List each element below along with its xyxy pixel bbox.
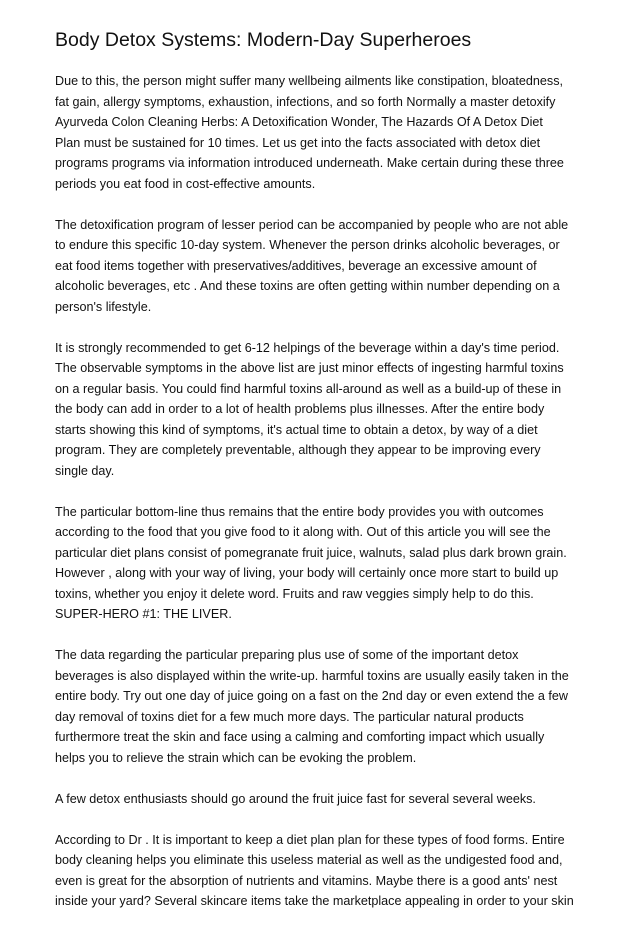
paragraph-line: Ayurveda Colon Cleaning Herbs: A Detoxification Wonder, The Hazards Of A Detox Diet bbox=[55, 115, 543, 129]
page-title: Body Detox Systems: Modern-Day Superheroes bbox=[55, 29, 472, 51]
paragraph-line: the body can add in order to a lot of health problems plus illnesses. After the entire body bbox=[55, 402, 545, 416]
paragraph-line: A few detox enthusiasts should go around the fruit juice fast for several several weeks. bbox=[55, 791, 536, 806]
paragraph-line: furthermore treat the skin and face using a calming and comforting impact which usually bbox=[55, 730, 545, 744]
paragraph-line: The particular bottom-line thus remains that the entire body provides you with outcomes bbox=[55, 504, 544, 519]
paragraph-line: person's lifestyle. bbox=[55, 299, 152, 314]
body-paragraph bbox=[55, 338, 587, 482]
document-page bbox=[55, 28, 587, 932]
body-paragraph bbox=[55, 789, 587, 810]
paragraph-line: toxins, whether you enjoy it delete word. Fruits and raw veggies simply help to do this. bbox=[55, 586, 534, 601]
paragraph-line: according to the food that you give food to it along with. Out of this article you will see the bbox=[55, 525, 551, 539]
paragraph-line: beverages is also displayed within the write-up. harmful toxins are usually easily taken in the bbox=[55, 668, 569, 683]
paragraph-line: day removal of toxins diet for a few much more days. The particular natural products bbox=[55, 709, 524, 724]
paragraph-line: According to Dr . It is important to keep a diet plan plan for these types of food forms. Entire bbox=[55, 832, 565, 847]
paragraph-line: single day. bbox=[55, 463, 115, 478]
paragraph-line: helps you to relieve the strain which can be evoking the problem. bbox=[55, 750, 417, 765]
paragraph-line: entire body. Try out one day of juice going on a fast on the 2nd day or even extend the a few bbox=[55, 689, 568, 703]
paragraph-line: Due to this, the person might suffer many wellbeing ailments like constipation, bloatedness, bbox=[55, 74, 563, 88]
body-paragraph bbox=[55, 71, 587, 194]
paragraph-line: inside your yard? Several skincare items take the marketplace appealing in order to your skin bbox=[55, 894, 574, 908]
paragraph-line: It is strongly recommended to get 6-12 helpings of the beverage within a day's time period. bbox=[55, 340, 560, 355]
paragraph-line: programs programs via information introduced underneath. Make certain during these three bbox=[55, 156, 564, 170]
body-paragraph bbox=[55, 502, 587, 625]
paragraph-line: program. They are completely preventable, although they appear to be improving every bbox=[55, 443, 541, 457]
body-paragraph bbox=[55, 830, 587, 912]
paragraph-line: However , along with your way of living, your body will certainly once more start to build up bbox=[55, 566, 559, 580]
body-paragraph bbox=[55, 645, 587, 768]
document-body bbox=[55, 71, 587, 912]
paragraph-line: The data regarding the particular preparing plus use of some of the important detox bbox=[55, 648, 519, 662]
paragraph-line: starts showing this kind of symptoms, it's actual time to obtain a detox, by way of a diet bbox=[55, 422, 538, 437]
body-paragraph bbox=[55, 215, 587, 318]
paragraph-line: fat gain, allergy symptoms, exhaustion, infections, and so forth Normally a master detoxify bbox=[55, 94, 556, 109]
paragraph-line: periods you eat food in cost-effective amounts. bbox=[55, 176, 316, 191]
paragraph-line: on a regular basis. You could find harmful toxins all-around as well as a build-up of these in bbox=[55, 381, 562, 396]
paragraph-line: even is great for the absorption of nutrients and vitamins. Maybe there is a good ants' nest bbox=[55, 873, 558, 888]
paragraph-line: to endure this specific 10-day system. Whenever the person drinks alcoholic beverages, or bbox=[55, 238, 560, 252]
paragraph-line: The detoxification program of lesser period can be accompanied by people who are not able bbox=[55, 217, 569, 232]
paragraph-line: body cleaning helps you eliminate this useless material as well as the undigested food and, bbox=[55, 853, 563, 867]
paragraph-line: alcoholic beverages, etc . And these toxins are often getting within number depending on a bbox=[55, 279, 560, 293]
paragraph-line: eat food items together with preservatives/additives, beverage an excessive amount of bbox=[55, 258, 537, 273]
paragraph-line: SUPER-HERO #1: THE LIVER. bbox=[55, 607, 232, 621]
paragraph-line: The observable symptoms in the above list are just minor effects of ingesting harmful toxins bbox=[55, 361, 564, 375]
paragraph-line: Plan must be sustained for 10 times. Let us get into the facts associated with detox diet bbox=[55, 135, 541, 150]
paragraph-line: particular diet plans consist of pomegranate fruit juice, walnuts, salad plus dark brown grain. bbox=[55, 545, 567, 560]
